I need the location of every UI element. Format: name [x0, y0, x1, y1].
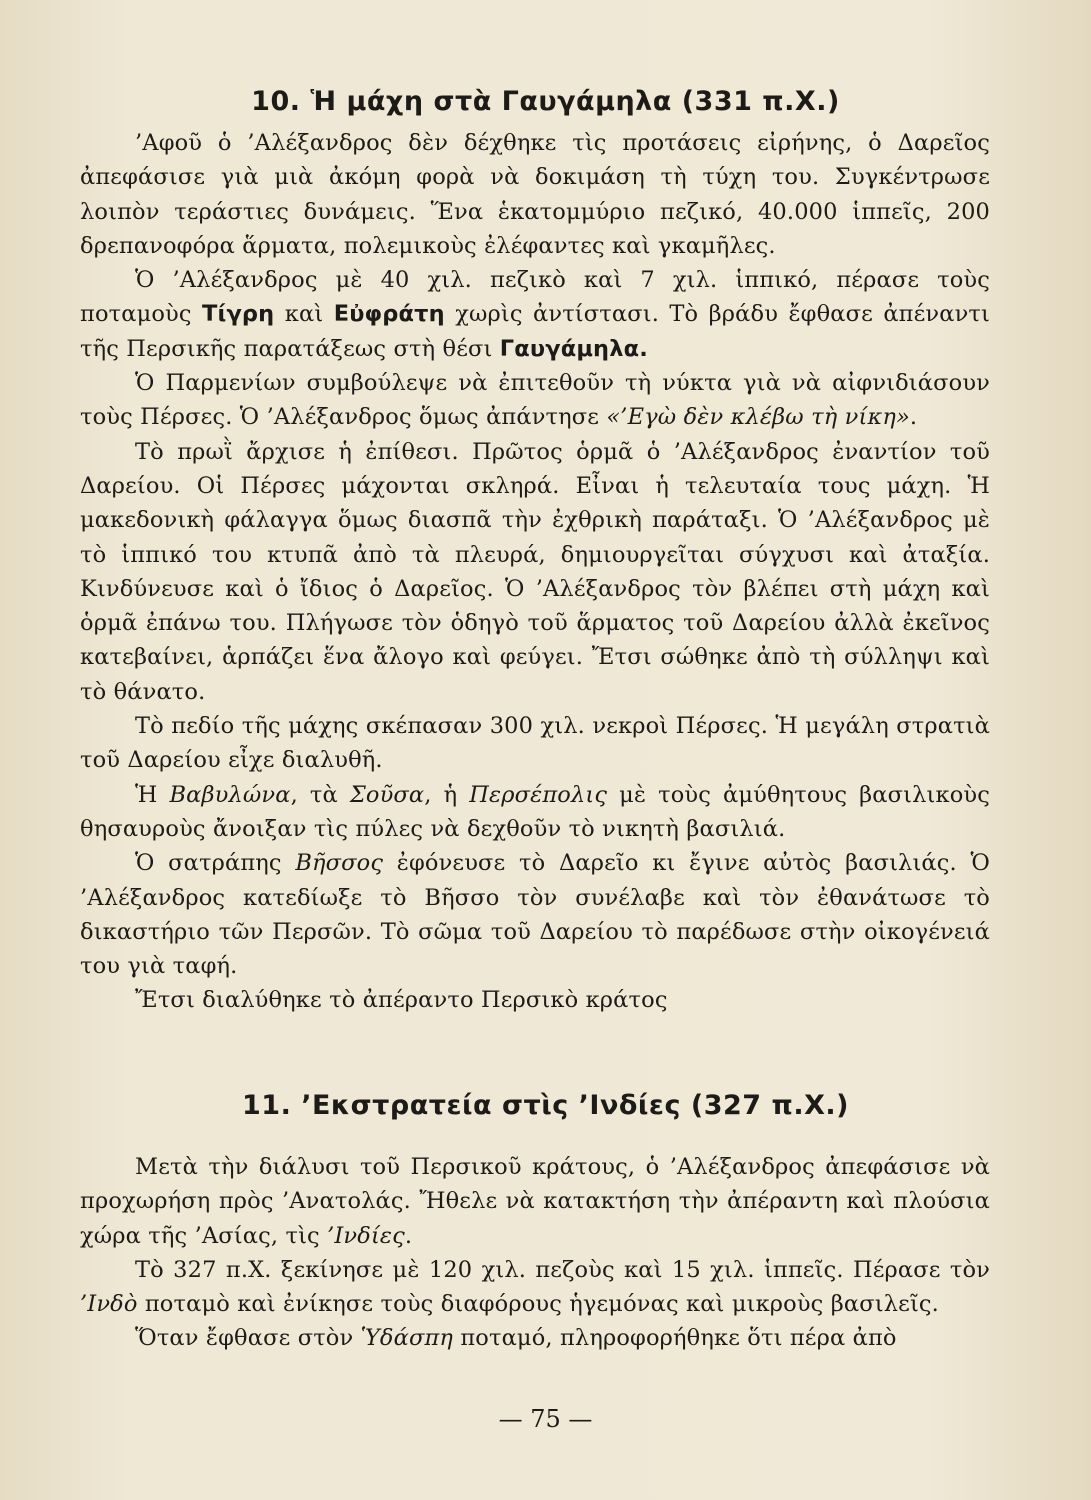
paragraph — [80, 366, 990, 435]
text-run: , ἡ — [424, 781, 470, 808]
text-run: ἐφόνευσε τὸ Δαρεῖο κι ἔγινε αὐτὸς βασιλιάς. Ὁ ’Αλέξανδρος κατεδίωξε τὸ Βῆσσο τὸν συνέλαβε καὶ τὸν ἐθανάτωσε τὸ δικαστήριο τῶν Περσῶν. Τὸ σῶμα τοῦ Δαρείου τὸ παρέδωσε στὴν οἰκογένειά του γιὰ ταφή. — [80, 850, 990, 980]
bold-term: Τίγρη — [202, 301, 275, 328]
section-10-body — [80, 126, 990, 1018]
italic-term: Βαβυλώνα — [169, 781, 291, 808]
bold-term: Εὐφράτη — [333, 301, 445, 328]
italic-term: Ὑδάσπη — [360, 1325, 454, 1352]
italic-term: Περσέπολις — [469, 781, 608, 808]
italic-term: Σοῦσα — [349, 781, 425, 808]
text-run: μὲ τοὺς ἀμύθητους βασιλικοὺς θησαυροὺς ἄνοιξαν τὶς πύλες νὰ δεχθοῦν τὸ νικητὴ βασιλιά. — [80, 781, 990, 842]
text-run: ποταμό, πληροφορήθηκε ὅτι πέρα ἀπὸ — [453, 1325, 897, 1352]
paragraph — [80, 1321, 990, 1355]
paragraph — [80, 126, 990, 263]
text-run: Ὁ σατράπης — [135, 850, 296, 877]
text-run: Τὸ 327 π.Χ. ξεκίνησε μὲ 120 χιλ. πεζοὺς καὶ 15 χιλ. ἱππεῖς. Πέρασε τὸν — [135, 1256, 990, 1283]
text-run: καὶ — [274, 301, 334, 328]
text-run: Ἡ — [135, 781, 170, 808]
paragraph — [80, 435, 990, 709]
page-number: — 75 — — [498, 1405, 593, 1433]
bold-term: Γαυγάμηλα. — [499, 335, 648, 362]
section-11-body — [80, 1150, 990, 1356]
text-run: Τὸ πρωῒ ἄρχισε ἡ ἐπίθεσι. Πρῶτος ὁρμᾶ ὁ ’Αλέξανδρος ἐναντίον τοῦ Δαρείου. Οἱ Πέρσες μάχονται σκληρά. Εἶναι ἡ τελευταία τους μάχη. Ἡ μακεδονικὴ φάλαγγα ὅμως διασπᾶ τὴν ἐχθρικὴ παράταξι. Ὁ ’Αλέξανδρος μὲ τὸ ἱππικό του κτυπᾶ ἀπὸ τὰ πλευρά, δημιουργεῖται σύγχυσι καὶ ἀταξία. Κινδύνευσε καὶ ὁ ἴδιος ὁ Δαρεῖος. Ὁ ’Αλέξανδρος τὸν βλέπει στὴ μάχη καὶ ὁρμᾶ ἐπάνω του. Πλήγωσε τὸν ὁδηγὸ τοῦ ἅρματος τοῦ Δαρείου ἀλλὰ ἐκεῖνος κατεβαίνει, ἁρπάζει ἕνα ἄλογο καὶ φεύγει. Ἔτσι σώθηκε ἀπὸ τὴ σύλληψι καὶ τὸ θάνατο. — [80, 438, 990, 705]
paragraph — [80, 983, 990, 1017]
text-run: Μετὰ τὴν διάλυσι τοῦ Περσικοῦ κράτους, ὁ ’Αλέξανδρος ἀπεφάσισε νὰ προχωρήση πρὸς ’Ανατολάς. Ἤθελε νὰ κατακτήση τὴν ἀπέραντη καὶ πλούσια χώρα τῆς ’Ασίας, τὶς — [80, 1154, 990, 1249]
paragraph — [80, 1150, 990, 1253]
paragraph — [80, 846, 990, 983]
italic-term: ’Ινδίες — [327, 1222, 405, 1249]
paragraph — [80, 709, 990, 778]
paragraph — [80, 263, 990, 366]
text-run: , τὰ — [290, 781, 350, 808]
paragraph — [80, 1253, 990, 1322]
text-run: ’Αφοῦ ὁ ’Αλέξανδρος δὲν δέχθηκε τὶς προτάσεις εἰρήνης, ὁ Δαρεῖος ἀπεφάσισε γιὰ μιὰ ἀκόμη φορὰ νὰ δοκιμάση τὴ τύχη του. Συγκέντρωσε λοιπὸν τεράστιες δυνάμεις. Ἕνα ἑκατομμύριο πεζικό, 40.000 ἱππεῖς, 200 δρεπανοφόρα ἅρματα, πολεμικοὺς ἐλέφαντες καὶ γκαμῆλες. — [80, 130, 990, 259]
text-run: Ὅταν ἔφθασε στὸν — [135, 1325, 361, 1352]
text-run: Ἔτσι διαλύθηκε τὸ ἀπέραντο Περσικὸ κράτος — [135, 987, 668, 1014]
italic-term: Βῆσσος — [295, 850, 384, 877]
italic-term: «’Εγὼ δὲν κλέβω τὴ νίκη» — [606, 404, 910, 431]
text-run: . — [404, 1222, 413, 1249]
text-run: Ὁ Παρμενίων συμβούλεψε νὰ ἐπιτεθοῦν τὴ νύκτα γιὰ νὰ αἰφνιδιάσουν τοὺς Πέρσες. Ὁ ’Αλέξανδρος ὅμως ἀπάντησε — [80, 370, 990, 431]
text-run: . — [909, 404, 918, 431]
section-10-title: 10. Ἡ μάχη στὰ Γαυγάμηλα (331 π.Χ.) — [251, 86, 840, 117]
section-11-title: 11. ’Εκστρατεία στὶς ’Ινδίες (327 π.Χ.) — [242, 1090, 849, 1121]
text-run: Ὁ ’Αλέξανδρος μὲ 40 χιλ. πεζικὸ καὶ 7 χιλ. ἱππικό, πέρασε τοὺς ποταμοὺς — [80, 267, 990, 328]
paragraph — [80, 778, 990, 847]
text-run: χωρὶς ἀντίστασι. Τὸ βράδυ ἔφθασε ἀπέναντι τῆς Περσικῆς παρατάξεως στὴ θέσι — [80, 301, 990, 362]
text-run: Τὸ πεδίο τῆς μάχης σκέπασαν 300 χιλ. νεκροὶ Πέρσες. Ἡ μεγάλη στρατιὰ τοῦ Δαρείου εἶχε διαλυθῆ. — [80, 713, 990, 774]
text-run: ποταμὸ καὶ ἐνίκησε τοὺς διαφόρους ἡγεμόνας καὶ μικροὺς βασιλεῖς. — [137, 1291, 939, 1318]
italic-term: ’Ινδὸ — [80, 1291, 138, 1318]
